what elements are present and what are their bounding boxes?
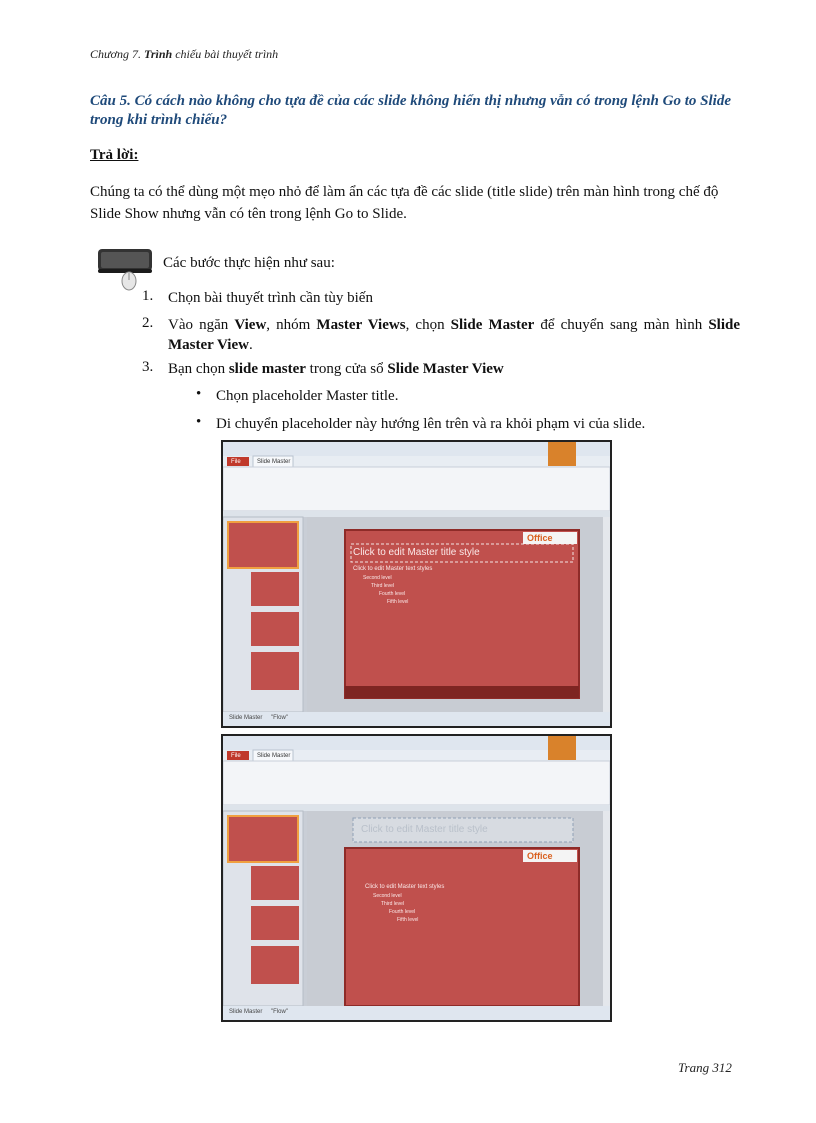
tab-file: File [231, 753, 241, 759]
keyboard-mouse-icon [96, 243, 154, 291]
slide-body-line: Second level [373, 893, 402, 899]
step-number: 2. [142, 315, 154, 331]
steps-intro: Các bước thực hiện như sau: [163, 255, 335, 271]
slide-title-placeholder: Click to edit Master title style [353, 547, 480, 558]
slide-body-line: Fourth level [379, 591, 406, 597]
slide-body-line: Third level [381, 901, 405, 907]
slide-body-line: Second level [363, 575, 392, 581]
moved-title-placeholder: Click to edit Master title style [361, 824, 488, 835]
slide-body-line: Fourth level [389, 909, 416, 915]
screenshot-slide-master-2 [221, 734, 612, 1022]
page-number: Trang 312 [678, 1060, 732, 1075]
slide-body-line: Fifth level [387, 599, 409, 605]
status-bar-theme: "Flow" [271, 715, 288, 721]
office-logo: Office [527, 851, 553, 861]
bullet-dot: • [196, 414, 202, 430]
tab-file: File [231, 459, 241, 465]
screenshot-slide-master-1 [221, 440, 612, 728]
step-text: Bạn chọn slide master trong cửa sổ Slide Master View [168, 361, 504, 377]
slide-body-line: Fifth level [397, 917, 419, 923]
slide-body-line: Third level [371, 583, 395, 589]
intro-paragraph: Chúng ta có thể dùng một mẹo nhỏ để làm ẩn các tựa đề các slide (title slide) trên màn hình trong chế độ Slide Show nhưng vẫn có tên trong lệnh Go to Slide. [90, 184, 719, 222]
format-tab-highlight [548, 442, 576, 466]
step-text: Vào ngăn View, nhóm Master Views, chọn Slide Master để chuyển sang màn hình Slide Master View. [168, 317, 741, 353]
page-header: Chương 7. Trình chiếu bài thuyết trình [90, 47, 279, 61]
tab-slide-master: Slide Master [257, 753, 291, 759]
slide-body-line: Click to edit Master text styles [365, 884, 445, 890]
answer-label: Trả lời: [90, 147, 139, 163]
step-number: 1. [142, 288, 154, 304]
status-bar-theme: "Flow" [271, 1009, 288, 1015]
status-bar-text: Slide Master [229, 715, 263, 721]
step-text: Chọn bài thuyết trình cần tùy biến [168, 290, 373, 306]
question-heading: Câu 5. Có cách nào không cho tựa đề của các slide không hiển thị nhưng vẫn có trong lệnh Go to Slide trong khi trình chiếu? [90, 93, 731, 128]
bullet-item: Di chuyển placeholder này hướng lên trên và ra khỏi phạm vi của slide. [216, 416, 646, 432]
status-bar-text: Slide Master [229, 1009, 263, 1015]
powerpoint-window [223, 442, 610, 726]
slide-body-line: Click to edit Master text styles [353, 566, 433, 572]
bullet-item: Chọn placeholder Master title. [216, 388, 399, 404]
tab-slide-master: Slide Master [257, 459, 291, 465]
office-logo: Office [527, 533, 553, 543]
step-number: 3. [142, 359, 154, 375]
bullet-dot: • [196, 386, 202, 402]
powerpoint-window [223, 736, 610, 1020]
